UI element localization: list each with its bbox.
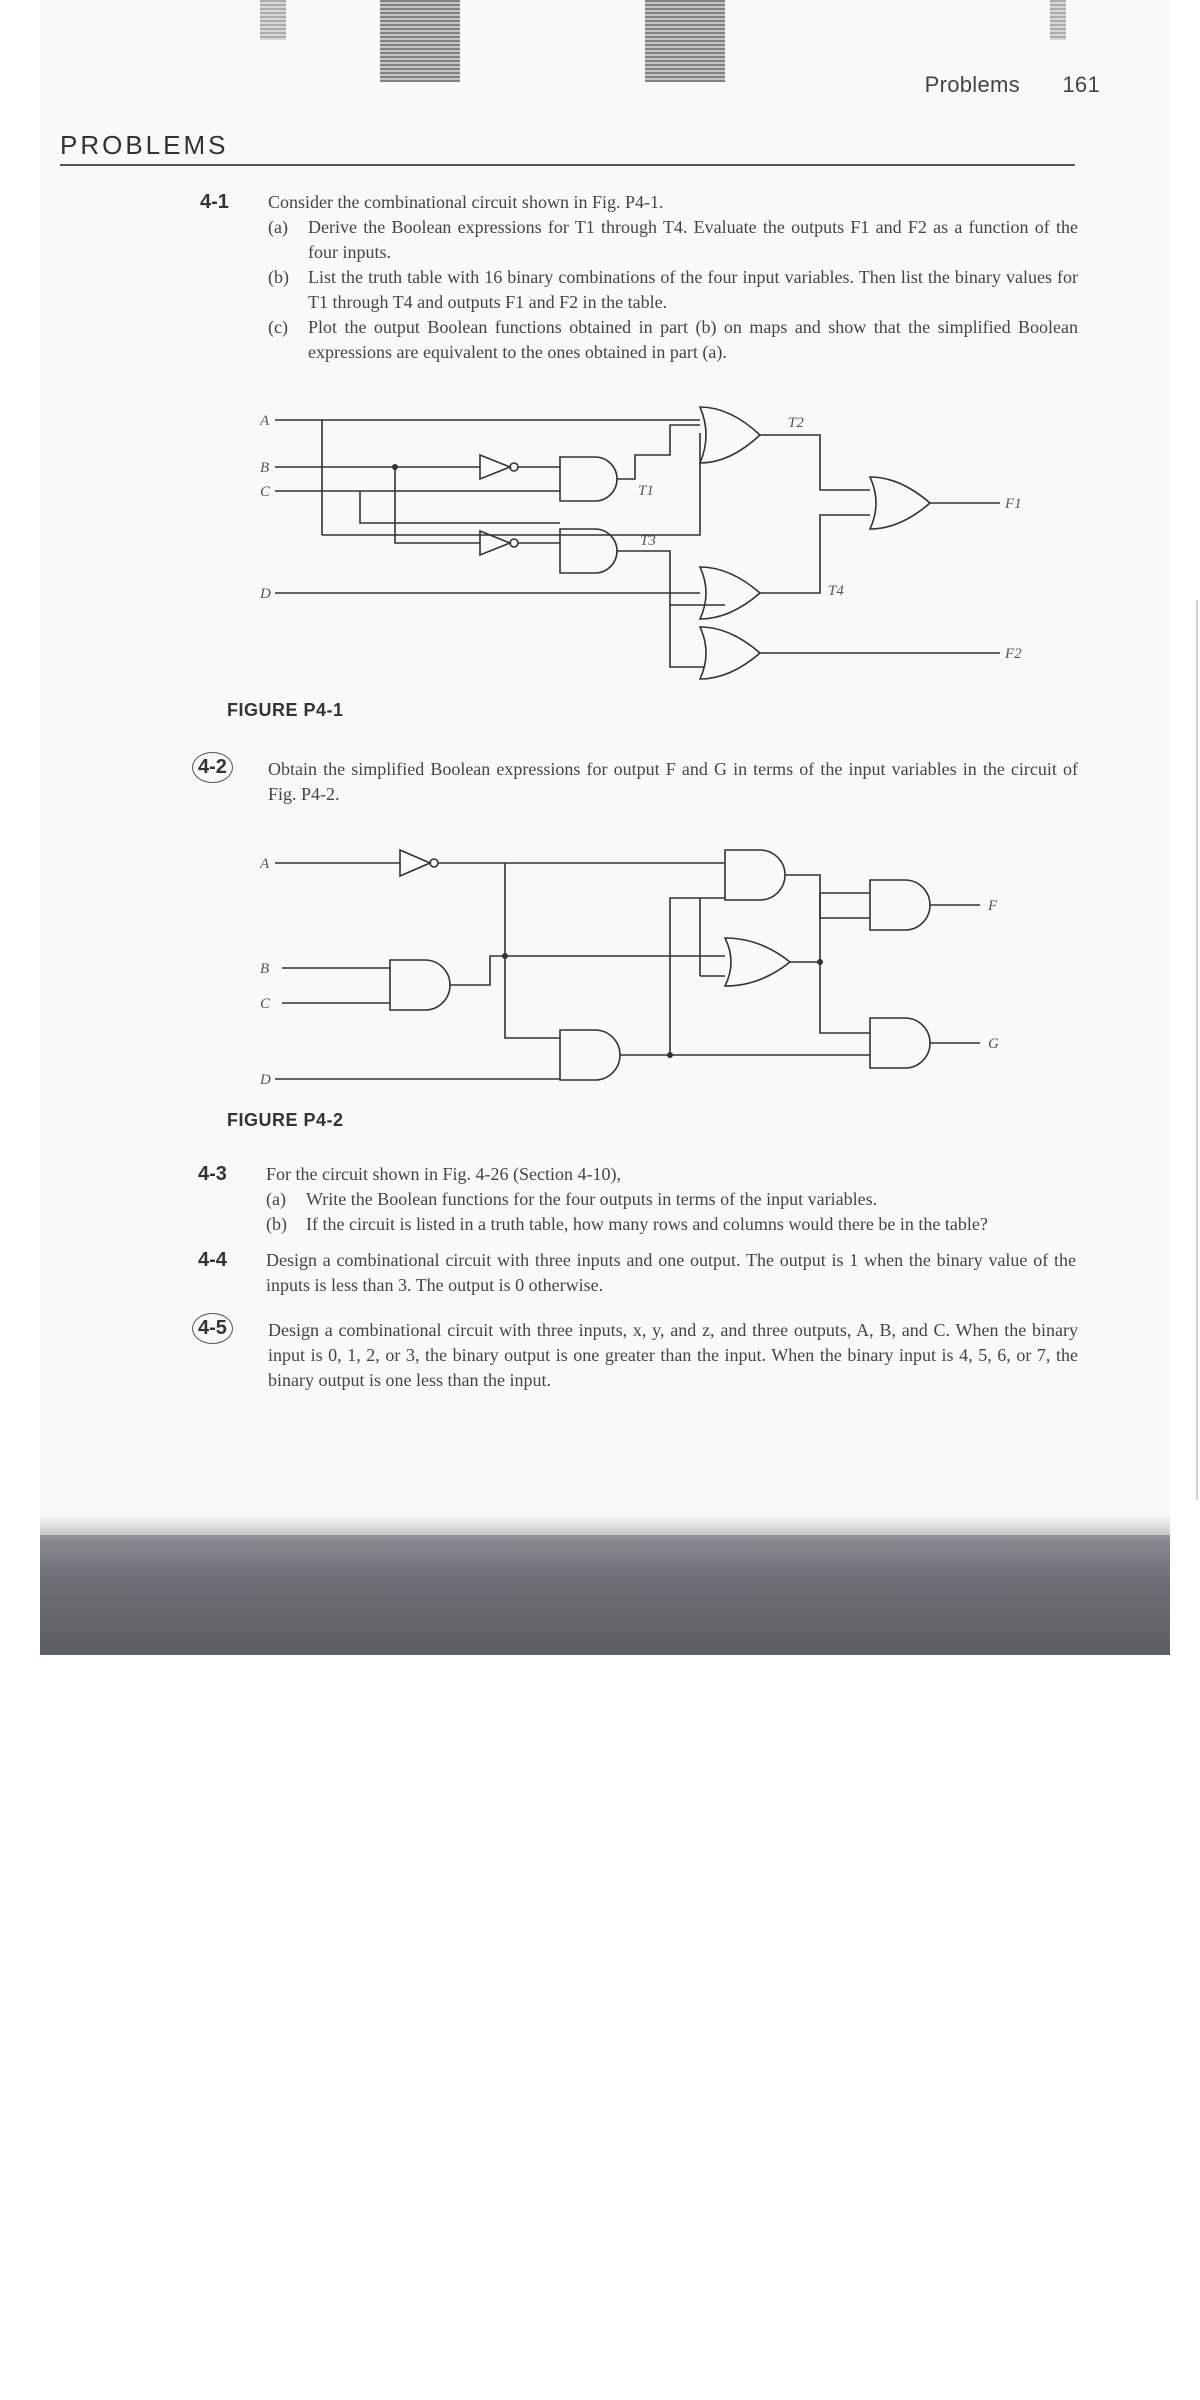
not-gate-1	[480, 455, 510, 479]
running-title: Problems	[924, 72, 1020, 97]
wire-a-not	[438, 863, 725, 1038]
page-number: 161	[1062, 72, 1100, 97]
input-label-a: A	[260, 413, 270, 429]
problem-number: 4-3	[198, 1163, 227, 1185]
section-title: PROBLEMS	[60, 130, 229, 160]
wire-upper-out	[785, 875, 870, 918]
part-label: (a)	[268, 217, 288, 237]
wire-b	[275, 467, 480, 543]
or-gate-f2	[700, 627, 760, 679]
problem-text: Obtain the simplified Boolean expressions for output F and G in terms of the input variables in the circuit of Fig. P4-2.	[268, 759, 1078, 804]
junction-dot	[817, 959, 823, 965]
not-gate	[400, 850, 430, 876]
wire-a	[275, 420, 700, 535]
scan-artifact	[1050, 0, 1066, 40]
or-gate-t2	[700, 407, 760, 463]
part-label: (b)	[268, 267, 289, 287]
wire-or-out	[790, 893, 870, 1033]
problem-number: 4-4	[198, 1249, 227, 1271]
output-label-f: F	[988, 898, 998, 914]
part-label: (a)	[266, 1189, 286, 1209]
figure-caption: FIGURE P4-2	[227, 1110, 344, 1130]
wire-t4	[760, 515, 870, 593]
section-rule	[60, 164, 1075, 166]
wire-t3	[617, 551, 725, 605]
part-text: If the circuit is listed in a truth table, how many rows and columns would there be in the table?	[306, 1214, 988, 1234]
wire-and-bc	[450, 956, 725, 985]
label-t3: T3	[640, 533, 656, 549]
wire-t1	[617, 425, 700, 479]
input-label-a: A	[260, 856, 270, 872]
scan-right-edge	[1196, 600, 1198, 1500]
wire-lower-out	[620, 898, 870, 1055]
output-label-g: G	[988, 1036, 999, 1052]
textbook-page	[40, 0, 1170, 1655]
problem-intro: For the circuit shown in Fig. 4-26 (Section 4-10),	[266, 1164, 621, 1184]
junction-dot	[392, 464, 398, 470]
and-gate-g	[870, 1018, 930, 1068]
problem-part	[268, 265, 1078, 315]
wire-t3-to-f2	[670, 605, 705, 667]
and-gate-bc	[390, 960, 450, 1010]
output-label-f2: F2	[1005, 646, 1022, 662]
and-gate-lower	[560, 1030, 620, 1080]
input-label-b: B	[260, 961, 270, 977]
wire-c	[275, 491, 560, 523]
part-label: (c)	[268, 317, 288, 337]
running-header	[925, 72, 1100, 98]
input-label-c: C	[260, 996, 271, 1012]
part-text: List the truth table with 16 binary combinations of the four input variables. Then list the binary values for T1 through T4 and outputs F1 and F2 in the table.	[308, 267, 1078, 312]
junction-dot	[502, 953, 508, 959]
problem-number: 4-1	[200, 191, 229, 213]
scan-artifact	[645, 0, 725, 82]
input-label-d: D	[260, 1072, 271, 1088]
and-gate-upper	[725, 850, 785, 900]
or-gate-t4	[700, 567, 760, 619]
scan-artifact	[260, 0, 286, 40]
and-gate-t1	[560, 457, 617, 501]
input-label-c: C	[260, 484, 271, 500]
wire-or-in	[700, 898, 725, 976]
part-label: (b)	[266, 1214, 287, 1234]
wire-t2	[760, 435, 870, 490]
problem-part	[266, 1187, 1076, 1212]
or-gate-middle	[725, 938, 790, 986]
problem-part	[268, 215, 1078, 265]
junction-dot	[667, 1052, 673, 1058]
input-label-b: B	[260, 460, 270, 476]
problem-number: 4-2	[192, 752, 233, 783]
output-label-f1: F1	[1005, 496, 1022, 512]
or-gate-f1	[870, 477, 930, 529]
problem-text: Design a combinational circuit with three inputs, x, y, and z, and three outputs, A, B, and C. When the binary input is 0, 1, 2, or 3, the binary output is one greater than the input. When the binary input is 4, 5, 6, or 7, the binary output is one less than the input.	[268, 1320, 1078, 1390]
label-t2: T2	[788, 415, 804, 431]
input-label-d: D	[260, 586, 271, 602]
part-text: Write the Boolean functions for the four outputs in terms of the input variables.	[306, 1189, 878, 1209]
scan-artifact	[380, 0, 460, 82]
figure-caption: FIGURE P4-1	[227, 700, 344, 720]
wire-bc	[282, 968, 390, 1003]
problem-part	[266, 1212, 1076, 1237]
label-t4: T4	[828, 583, 844, 599]
problem-intro: Consider the combinational circuit shown in Fig. P4-1.	[268, 192, 664, 212]
problem-part	[268, 315, 1078, 365]
part-text: Derive the Boolean expressions for T1 through T4. Evaluate the outputs F1 and F2 as a function of the four inputs.	[308, 217, 1078, 262]
figure-p4-1-circuit	[260, 395, 1040, 685]
figure-p4-2-circuit	[260, 838, 1040, 1088]
label-t1: T1	[638, 483, 654, 499]
problem-number: 4-5	[192, 1313, 233, 1344]
and-gate-f	[870, 880, 930, 930]
scan-bottom-shadow	[40, 1535, 1170, 1655]
problem-text: Design a combinational circuit with three inputs and one output. The output is 1 when the binary value of the inputs is less than 3. The output is 0 otherwise.	[266, 1250, 1076, 1295]
part-text: Plot the output Boolean functions obtained in part (b) on maps and show that the simplified Boolean expressions are equivalent to the ones obtained in part (a).	[308, 317, 1078, 362]
